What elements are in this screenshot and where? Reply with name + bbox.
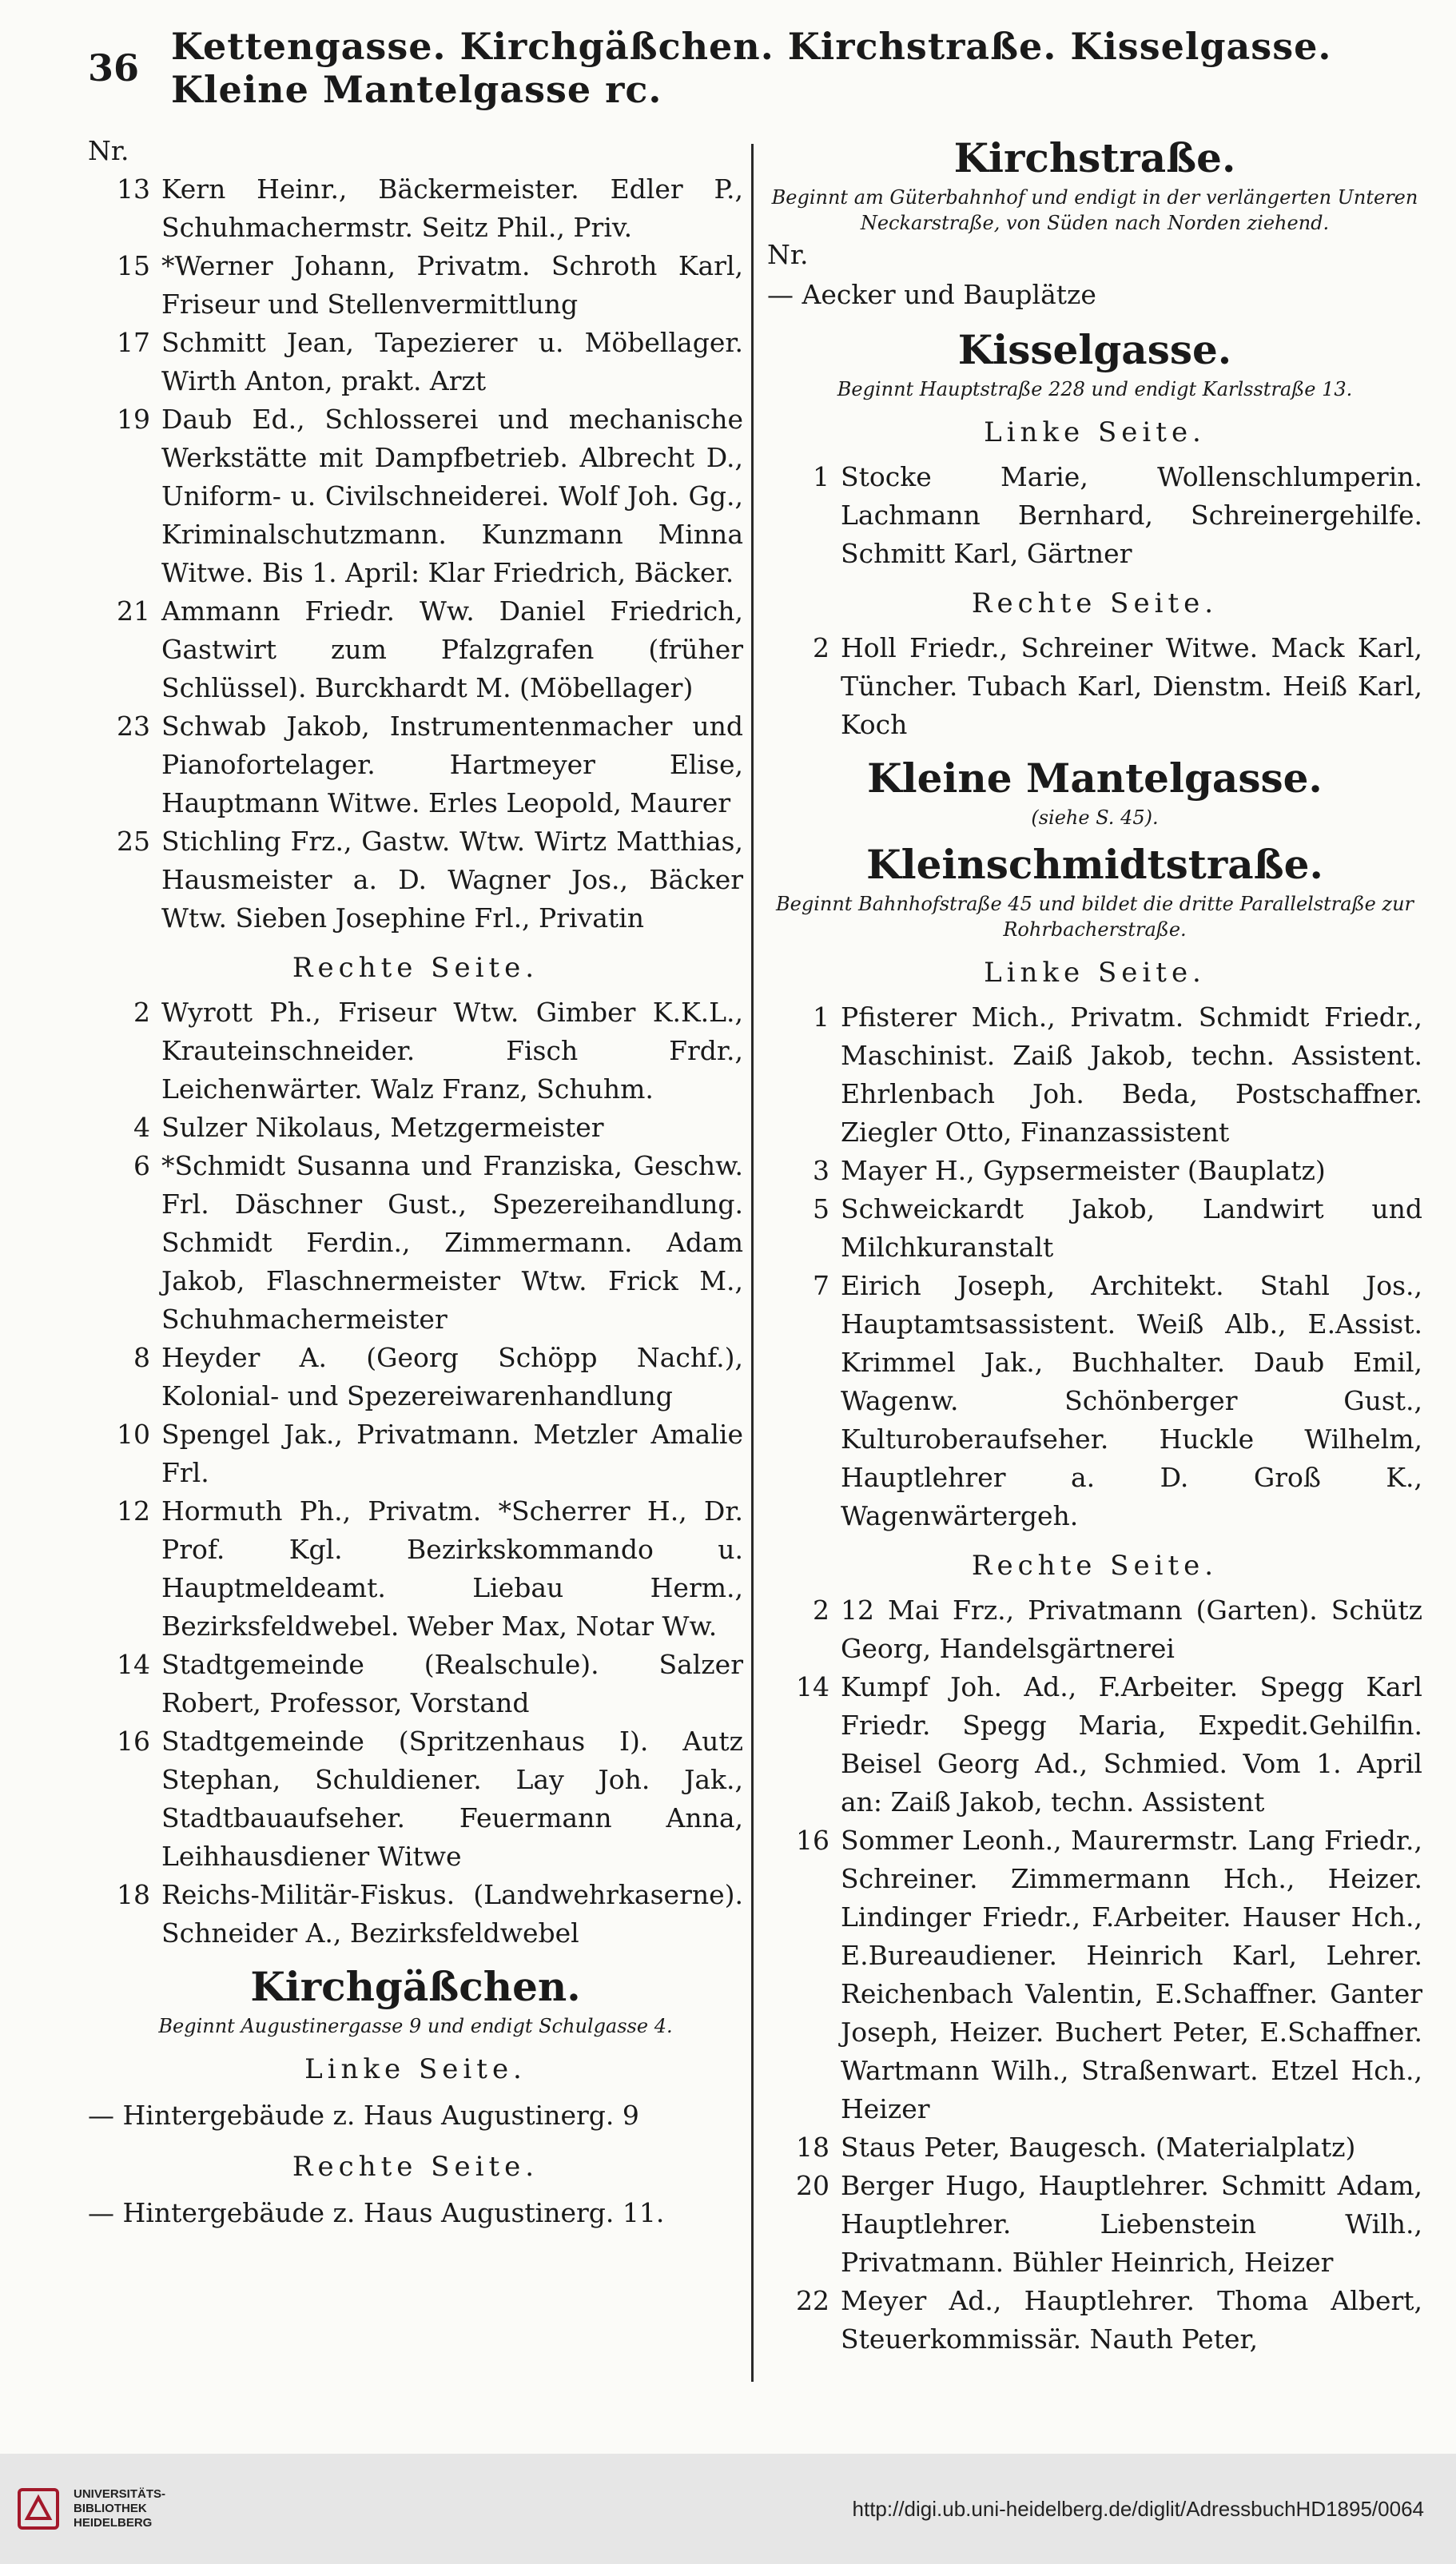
house-number: 12 (117, 1495, 150, 1527)
resident-list: Wyrott Ph., Friseur Wtw. Gimber K.K.L., Krauteinschneider. Fisch Frdr., Leichenwärter. Walz Franz, Schuhm. (161, 997, 743, 1105)
resident-list: Hormuth Ph., Privatm. *Scherrer H., Dr. Prof. Kgl. Bezirkskommando u. Hauptmeldeamt. Liebau Herm., Bezirksfeldwebel. Weber Max, Notar Ww. (161, 1495, 743, 1642)
resident-list: Schwab Jakob, Instrumentenmacher und Pianofortelager. Hartmeyer Elise, Hauptmann Witwe. Erles Leopold, Maurer (161, 711, 743, 818)
kirchstrasse-line: — Aecker und Bauplätze (767, 279, 1096, 310)
left-column (88, 132, 743, 2234)
resident-list: Daub Ed., Schlosserei und mechanische Werkstätte mit Dampfbetrieb. Albrecht D., Uniform- u. Civilschneiderei. Wolf Joh. Gg., Kriminalschutzmann. Kunzmann Minna Witwe. Bis 1. April: Klar Friedrich, Bäcker. (161, 404, 743, 588)
address-entry (767, 1267, 1422, 1535)
address-entry (767, 2167, 1422, 2282)
side-label-right: Rechte Seite. (971, 587, 1219, 619)
library-seal-icon (16, 2486, 61, 2531)
address-entry (767, 998, 1422, 1152)
side-label-left: Linke Seite. (304, 2053, 527, 2085)
resident-list: Sommer Leonh., Maurermstr. Lang Friedr., Schreiner. Zimmermann Hch., Heizer. Lindinger Friedr., F.Arbeiter. Hauser Hch., E.Bureaudiener. Heinrich Karl, Lehrer. Reichenbach Valentin, E.Schaffner. Ganter Joseph, Heizer. Buchert Peter, E.Schaffner. Wartmann Wilh., Straßenwart. Etzel Hch., Heizer (841, 1825, 1422, 2124)
address-entry (88, 1415, 743, 1492)
house-number: 16 (796, 1825, 829, 1856)
house-number: 22 (796, 2285, 829, 2316)
address-entry (767, 458, 1422, 573)
address-entry (88, 1646, 743, 1722)
house-number: 2 (133, 997, 150, 1028)
address-entry (767, 1821, 1422, 2128)
library-name (74, 2487, 165, 2530)
resident-list: Spengel Jak., Privatmann. Metzler Amalie Frl. (161, 1419, 743, 1488)
house-number: 2 (813, 632, 829, 663)
resident-list: Holl Friedr., Schreiner Witwe. Mack Karl, Tüncher. Tubach Karl, Dienstm. Heiß Karl, Koch (841, 632, 1422, 740)
address-entry (88, 707, 743, 822)
house-number: 8 (133, 1342, 150, 1373)
resident-list: Ammann Friedr. Ww. Daniel Friedrich, Gastwirt zum Pfalzgrafen (früher Schlüssel). Burckhardt M. (Möbellager) (161, 595, 743, 703)
address-entry (88, 993, 743, 1109)
address-entry (88, 1109, 743, 1147)
resident-list: Berger Hugo, Hauptlehrer. Schmitt Adam, Hauptlehrer. Liebenstein Wilh., Privatmann. Bühler Heinrich, Heizer (841, 2170, 1422, 2278)
resident-list: Kern Heinr., Bäckermeister. Edler P., Schuhmachermstr. Seitz Phil., Priv. (161, 173, 743, 243)
footer-bar (0, 2454, 1456, 2564)
address-entry (88, 1339, 743, 1415)
side-label-right: Rechte Seite. (292, 952, 539, 984)
resident-list: Mayer H., Gypsermeister (Bauplatz) (841, 1155, 1326, 1186)
house-number: 4 (133, 1112, 150, 1143)
nr-label: Nr. (88, 135, 129, 166)
resident-list: Stadtgemeinde (Spritzenhaus I). Autz Stephan, Schuldiener. Lay Joh. Jak., Stadtbauaufseher. Feuermann Anna, Leihhausdiener Witwe (161, 1726, 743, 1872)
resident-list: Eirich Joseph, Architekt. Stahl Jos., Hauptamtsassistent. Weiß Alb., E.Assist. Krimmel Jak., Buchhalter. Daub Emil, Wagenw. Schönberger Gust., Kulturoberaufseher. Huckle Wilhelm, Hauptlehrer a. D. Groß K., Wagenwärtergeh. (841, 1270, 1422, 1531)
street-title-kleine-mantelgasse: Kleine Mantelgasse. (867, 754, 1323, 802)
resident-list: *Werner Johann, Privatm. Schroth Karl, Friseur und Stellenvermittlung (161, 250, 743, 320)
nr-label: Nr. (767, 239, 809, 270)
right-column (767, 132, 1422, 2359)
house-number: 2 (813, 1595, 829, 1626)
house-number: 15 (117, 250, 150, 281)
address-entry (88, 592, 743, 707)
resident-list: Reichs-Militär-Fiskus. (Landwehrkaserne). Schneider A., Bezirksfeldwebel (161, 1879, 743, 1949)
address-entry (88, 1722, 743, 1876)
house-number: 19 (117, 404, 150, 435)
resident-list: Sulzer Nikolaus, Metzgermeister (161, 1112, 604, 1143)
kirchgaesschen-left-line: — Hintergebäude z. Haus Augustinerg. 9 (88, 2100, 639, 2131)
house-number: 14 (117, 1649, 150, 1680)
resident-list: Schweickardt Jakob, Landwirt und Milchkuranstalt (841, 1193, 1422, 1263)
address-entry (88, 324, 743, 400)
house-number: 13 (117, 173, 150, 205)
resident-list: Kumpf Joh. Ad., F.Arbeiter. Spegg Karl Friedr. Spegg Maria, Expedit.Gehilfin. Beisel Georg Ad., Schmied. Vom 1. April an: Zaiß Jakob, techn. Assistent (841, 1671, 1422, 1817)
house-number: 1 (813, 1001, 829, 1033)
house-number: 17 (117, 327, 150, 358)
resident-list: *Schmidt Susanna und Franziska, Geschw. Frl. Däschner Gust., Spezereihandlung. Schmidt Ferdin., Zimmermann. Adam Jakob, Flaschnermeister Wtw. Frick M., Schuhmachermeister (161, 1150, 743, 1335)
house-number: 14 (796, 1671, 829, 1702)
page-number: 36 (88, 46, 140, 90)
street-desc-kisselgasse: Beginnt Hauptstraße 228 und endigt Karlsstraße 13. (837, 378, 1353, 400)
resident-list: 12 Mai Frz., Privatmann (Garten). Schütz Georg, Handelsgärtnerei (841, 1595, 1422, 1664)
address-entry (767, 2282, 1422, 2359)
page-header (88, 25, 1398, 111)
street-desc-kirchstrasse: Beginnt am Güterbahnhof und endigt in der verlängerten Unteren Neckarstraße, von Süden nach Norden ziehend. (771, 186, 1418, 234)
resident-list: Schmitt Jean, Tapezierer u. Möbellager. Wirth Anton, prakt. Arzt (161, 327, 743, 396)
house-number: 1 (813, 461, 829, 492)
house-number: 23 (117, 711, 150, 742)
resident-list: Meyer Ad., Hauptlehrer. Thoma Albert, Steuerkommissär. Nauth Peter, (841, 2285, 1422, 2355)
running-head: Kettengasse. Kirchgäßchen. Kirchstraße. Kisselgasse. Kleine Mantelgasse rc. (171, 25, 1332, 111)
resident-list: Stichling Frz., Gastw. Wtw. Wirtz Matthias, Hausmeister a. D. Wagner Jos., Bäcker Wtw. Sieben Josephine Frl., Privatin (161, 826, 743, 934)
library-name-line: HEIDELBERG (74, 2516, 153, 2530)
address-entry (88, 822, 743, 938)
kirchgaesschen-right-line: — Hintergebäude z. Haus Augustinerg. 11. (88, 2197, 665, 2228)
address-entry (88, 247, 743, 324)
street-title-kirchstrasse: Kirchstraße. (953, 134, 1236, 181)
side-label-right: Rechte Seite. (292, 2151, 539, 2183)
library-name-line: UNIVERSITÄTS- (74, 2487, 166, 2501)
house-number: 5 (813, 1193, 829, 1224)
address-entry (88, 1876, 743, 1953)
address-entry (767, 1190, 1422, 1267)
address-entry (767, 629, 1422, 744)
resident-list: Stadtgemeinde (Realschule). Salzer Robert, Professor, Vorstand (161, 1649, 743, 1718)
house-number: 25 (117, 826, 150, 857)
house-number: 6 (133, 1150, 150, 1181)
address-entry (767, 2128, 1422, 2167)
house-number: 3 (813, 1155, 829, 1186)
resident-list: Stocke Marie, Wollenschlumperin. Lachmann Bernhard, Schreinergehilfe. Schmitt Karl, Gärtner (841, 461, 1422, 569)
resident-list: Heyder A. (Georg Schöpp Nachf.), Kolonial- und Spezereiwarenhandlung (161, 1342, 743, 1411)
house-number: 18 (796, 2132, 829, 2163)
street-desc-kleine-mantelgasse: (siehe S. 45). (1031, 806, 1159, 829)
address-entry (88, 1147, 743, 1339)
column-divider (751, 144, 754, 2382)
address-entry (767, 1591, 1422, 1668)
street-title-kleinschmidtstrasse: Kleinschmidtstraße. (866, 841, 1323, 888)
address-entry (767, 1152, 1422, 1190)
side-label-right: Rechte Seite. (971, 1550, 1219, 1582)
address-entry (767, 1668, 1422, 1821)
house-number: 18 (117, 1879, 150, 1910)
side-label-left: Linke Seite. (984, 957, 1206, 989)
house-number: 10 (117, 1419, 150, 1450)
library-name-line: BIBLIOTHEK (74, 2502, 147, 2515)
house-number: 21 (117, 595, 150, 627)
house-number: 20 (796, 2170, 829, 2201)
street-title-kisselgasse: Kisselgasse. (957, 326, 1232, 373)
house-number: 16 (117, 1726, 150, 1757)
street-title-kirchgaesschen: Kirchgäßchen. (250, 1963, 581, 2010)
address-entry (88, 400, 743, 592)
source-url-link[interactable]: http://digi.ub.uni-heidelberg.de/diglit/AdressbuchHD1895/0064 (852, 2496, 1424, 2521)
side-label-left: Linke Seite. (984, 416, 1206, 448)
address-entry (88, 1492, 743, 1646)
library-logo[interactable] (16, 2486, 165, 2531)
street-desc-kirchgaesschen: Beginnt Augustinergasse 9 und endigt Schulgasse 4. (158, 2015, 673, 2037)
resident-list: Staus Peter, Baugesch. (Materialplatz) (841, 2132, 1356, 2163)
address-entry (88, 170, 743, 247)
house-number: 7 (813, 1270, 829, 1301)
street-desc-kleinschmidtstrasse: Beginnt Bahnhofstraße 45 und bildet die dritte Parallelstraße zur Rohrbacherstraße. (775, 893, 1414, 941)
resident-list: Pfisterer Mich., Privatm. Schmidt Friedr., Maschinist. Zaiß Jakob, techn. Assistent. Ehrlenbach Joh. Beda, Postschaffner. Ziegler Otto, Finanzassistent (841, 1001, 1422, 1148)
